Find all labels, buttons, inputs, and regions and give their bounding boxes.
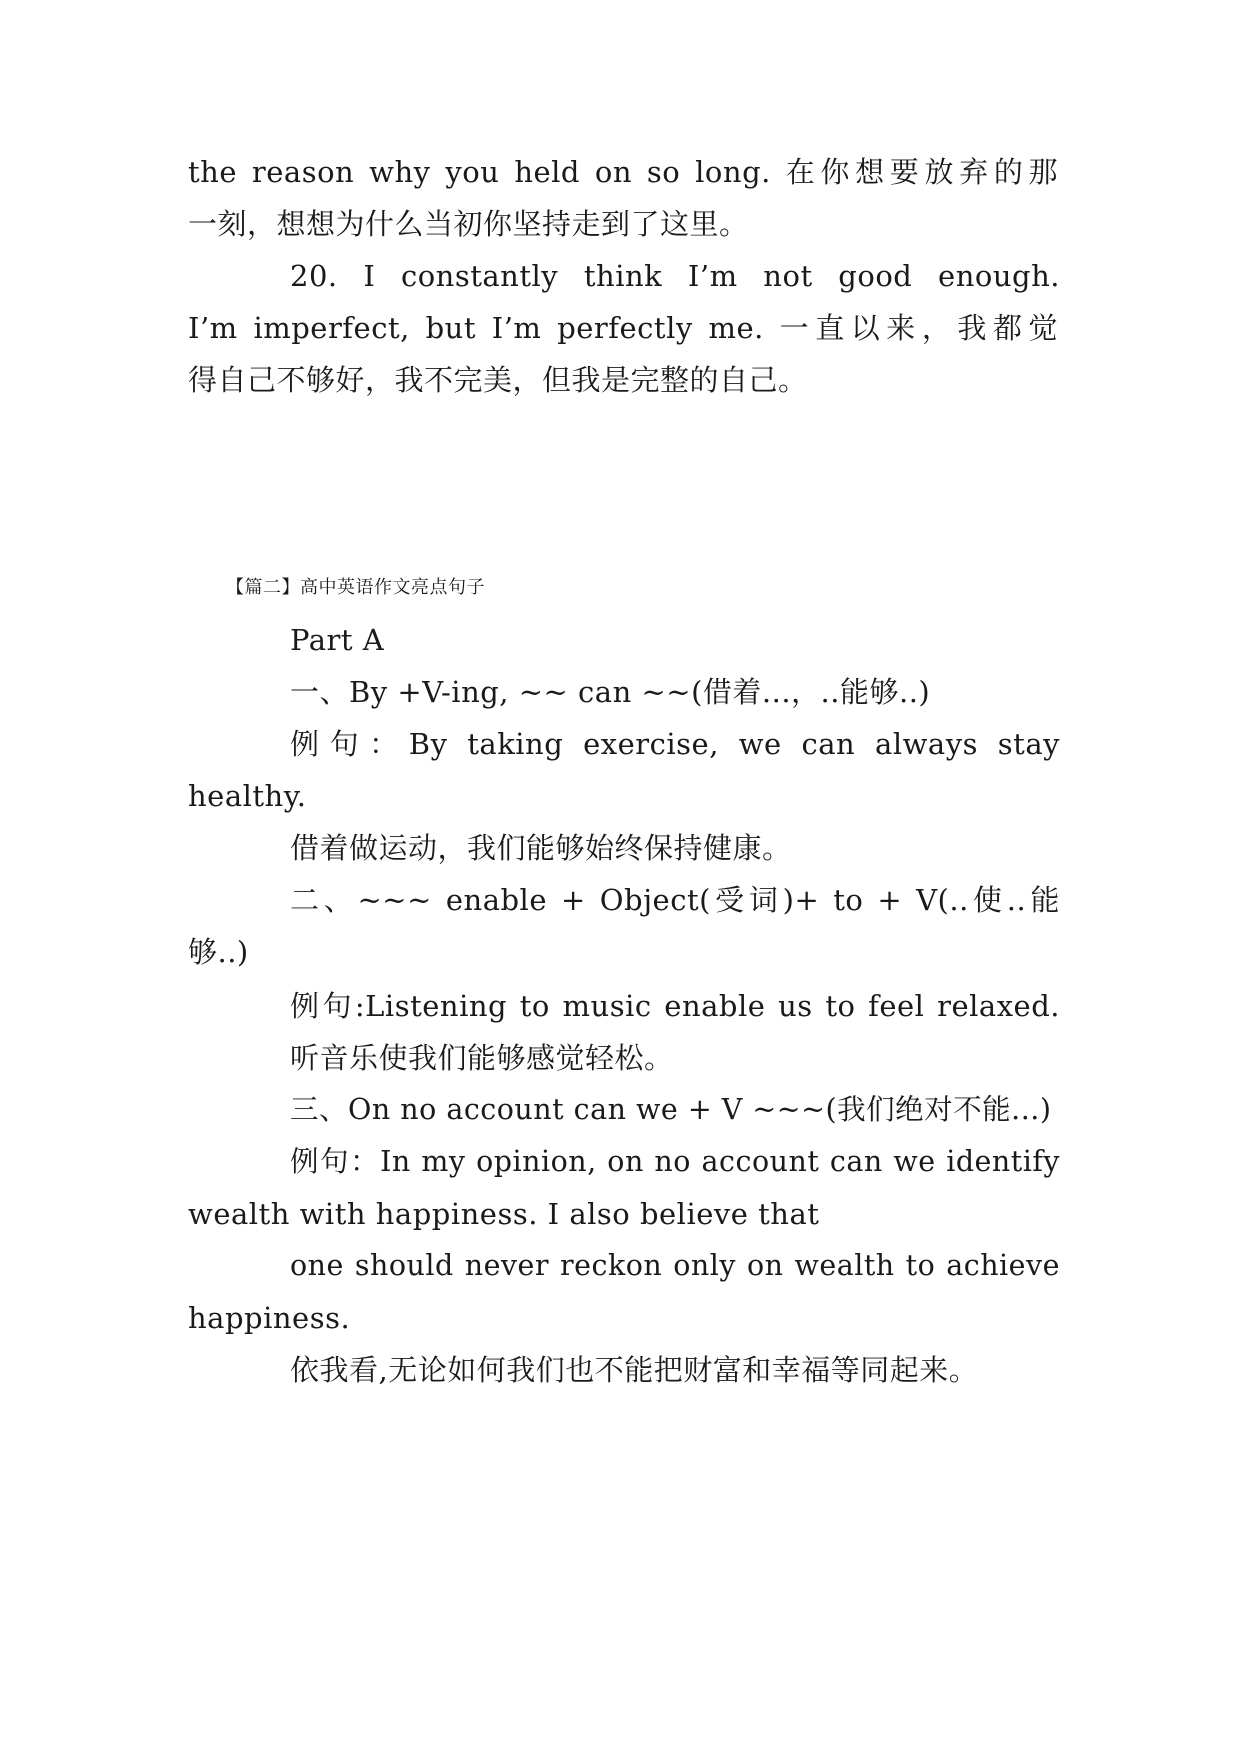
text-line-1: the reason why you held on so long. 在你想要放弃的那 (188, 155, 1058, 189)
text-line-4: I’m imperfect, but I’m perfectly me. 一直以来，我都觉 (188, 311, 1058, 345)
example-2-en: 例句:Listening to music enable us to feel relaxed. (290, 989, 1060, 1023)
example-1-en: 例句：By taking exercise, we can always stay (290, 727, 1060, 761)
example-3-en-cont-2: one should never reckon only on wealth to achieve (290, 1249, 1060, 1282)
pattern-2: 二、~~~ enable + Object(受词)+ to + V(..使..能 (290, 883, 1060, 917)
pattern-3: 三、On no account can we + V ~~~(我们绝对不能...) (290, 1093, 1052, 1126)
example-3-en-cont-3: happiness. (188, 1301, 351, 1335)
text-line-2: 一刻，想想为什么当初你坚持走到了这里。 (188, 207, 749, 241)
section-heading: 【篇二】高中英语作文亮点句子 (226, 577, 485, 598)
example-3-en-cont: wealth with happiness. I also believe that (188, 1197, 820, 1231)
example-3-en: 例句：In my opinion, on no account can we identify (290, 1145, 1060, 1178)
text-line-5: 得自己不够好，我不完美，但我是完整的自己。 (188, 363, 808, 397)
text-line-3: 20. I constantly think I’m not good enough. (290, 259, 1060, 293)
example-1-en-cont: healthy. (188, 779, 307, 813)
part-label: Part A (290, 623, 385, 657)
example-3-zh: 依我看,无论如何我们也不能把财富和幸福等同起来。 (290, 1353, 979, 1387)
example-1-zh: 借着做运动，我们能够始终保持健康。 (290, 831, 792, 865)
example-2-zh: 听音乐使我们能够感觉轻松。 (290, 1041, 674, 1075)
pattern-1: 一、By +V-ing, ~~ can ~~(借着...，..能够..) (290, 675, 931, 709)
pattern-2-cont: 够..) (188, 935, 249, 969)
